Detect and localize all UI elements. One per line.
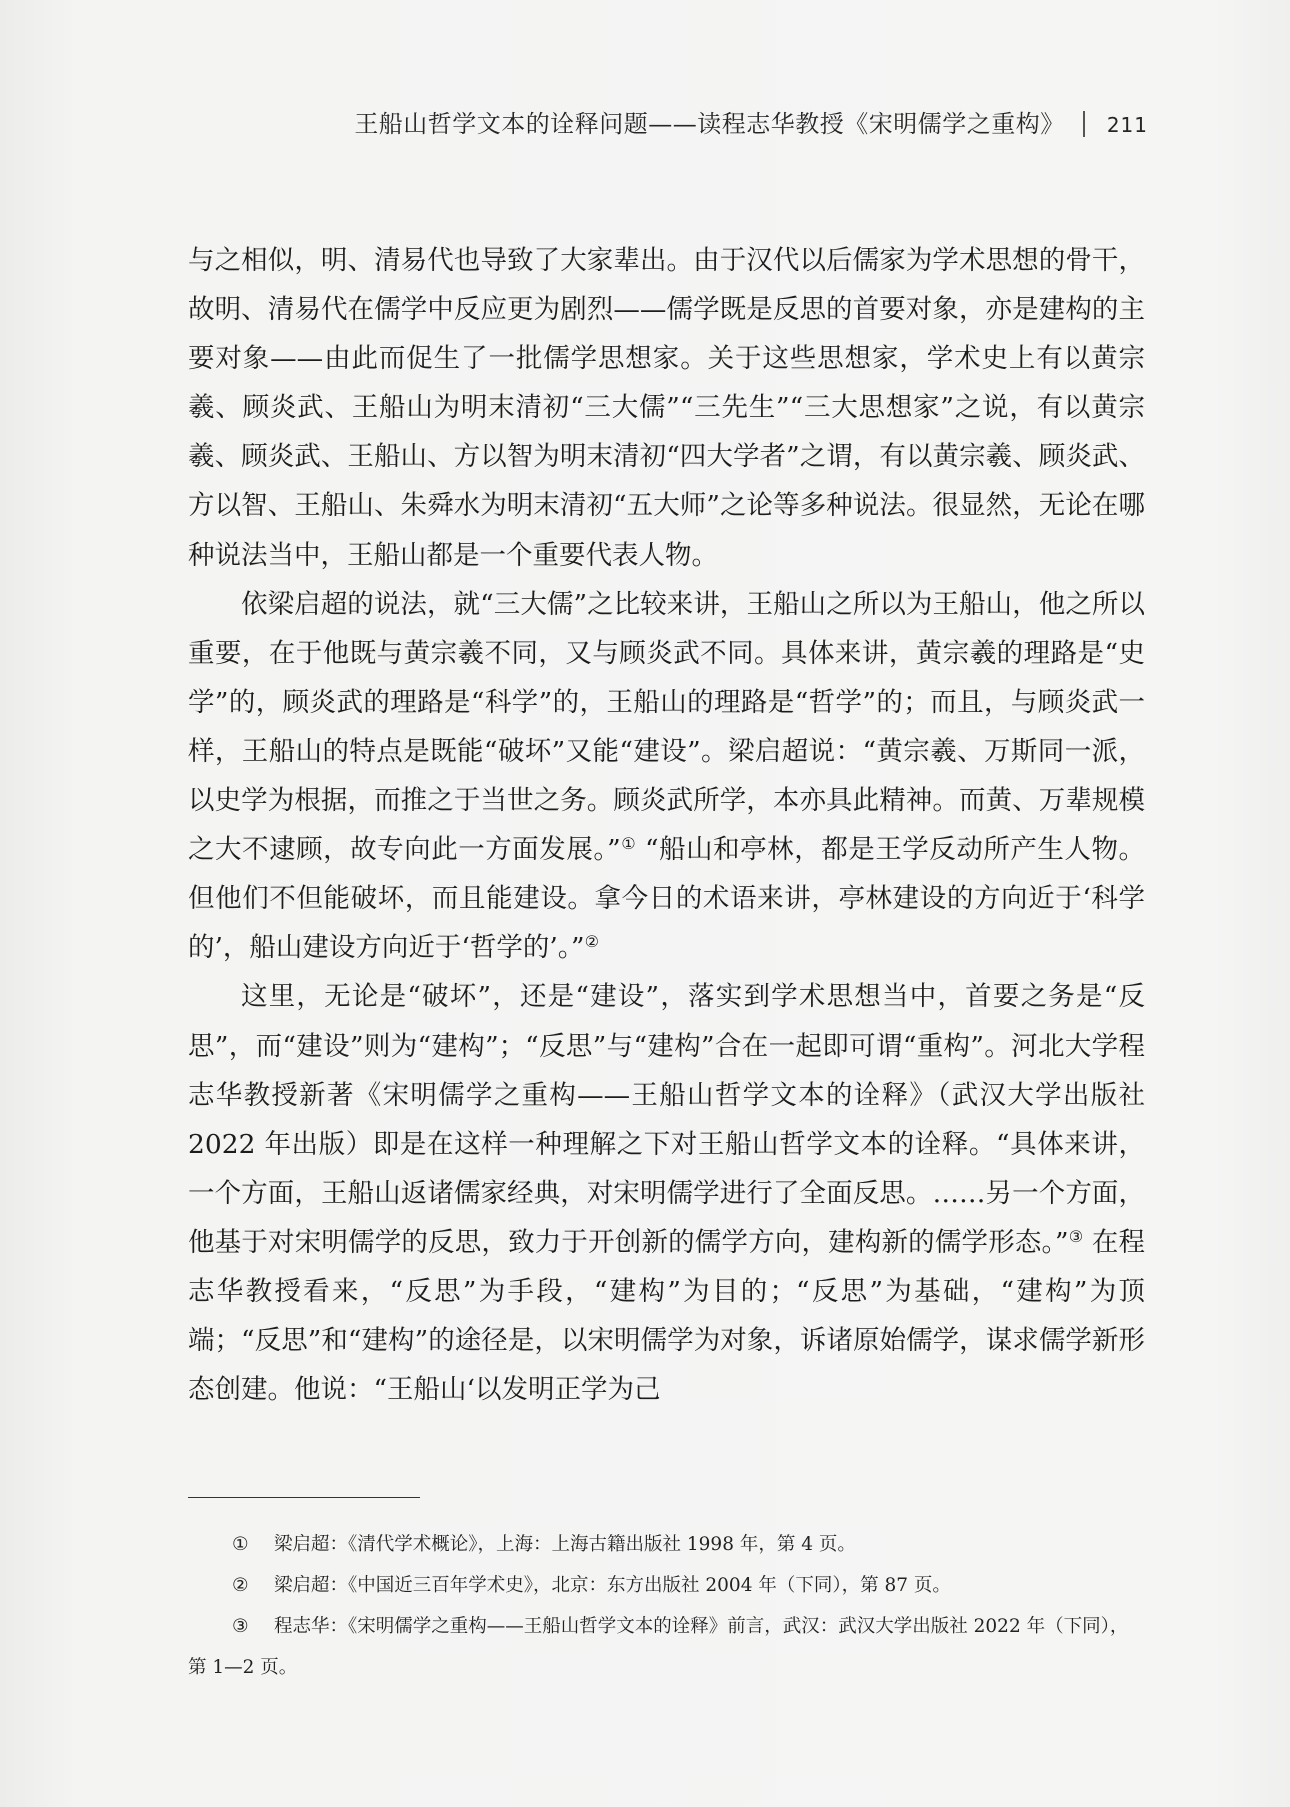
footnote-text-2: 梁启超：《中国近三百年学术史》，北京：东方出版社 2004 年（下同），第 87 页。 xyxy=(274,1575,951,1596)
footnote-1 xyxy=(188,1524,1145,1565)
footnote-text-3: 程志华：《宋明儒学之重构——王船山哲学文本的诠释》前言，武汉：武汉大学出版社 2022 年（下同），第 1—2 页。 xyxy=(188,1616,1129,1678)
footnote-2 xyxy=(188,1565,1145,1606)
paragraph-3 xyxy=(188,972,1145,1414)
paragraph-1: 与之相似，明、清易代也导致了大家辈出。由于汉代以后儒家为学术思想的骨干，故明、清易代在儒学中反应更为剧烈——儒学既是反思的首要对象，亦是建构的主要对象——由此而促生了一批儒学思想家。关于这些思想家，学术史上有以黄宗羲、顾炎武、王船山为明末清初“三大儒”“三先生”“三大思想家”之说，有以黄宗羲、顾炎武、王船山、方以智为明末清初“四大学者”之谓，有以黄宗羲、顾炎武、方以智、王船山、朱舜水为明末清初“五大师”之论等多种说法。很显然，无论在哪种说法当中，王船山都是一个重要代表人物。 xyxy=(188,245,1145,571)
footnote-mark-3: ③ xyxy=(232,1616,249,1637)
page-number: 211 xyxy=(1106,113,1148,137)
footnote-mark-1: ① xyxy=(232,1534,249,1555)
paragraph-2-text-b: “船山和亭林，都是王学反动所产生人物。但他们不但能破坏，而且能建设。拿今日的术语来讲，亭林建设的方向近于‘科学的’，船山建设方向近于‘哲学的’。” xyxy=(188,834,1145,964)
footnote-divider xyxy=(188,1497,420,1498)
paragraph-3-text-b: 在程志华教授看来，“反思”为手段，“建构”为目的；“反思”为基础，“建构”为顶端；“反思”和“建构”的途径是，以宋明儒学为对象，诉诸原始儒学，谋求儒学新形态创建。他说：“王船山‘以发明正学为己 xyxy=(188,1226,1145,1406)
footnote-ref-2[interactable]: ② xyxy=(584,932,599,952)
running-header-title: 王船山哲学文本的诠释问题——读程志华教授《宋明儒学之重构》 xyxy=(354,110,1065,138)
footnote-mark-2: ② xyxy=(232,1575,249,1596)
body-text xyxy=(188,236,1145,1414)
footnotes xyxy=(188,1524,1145,1688)
paragraph-3-text-a: 这里，无论是“破坏”，还是“建设”，落实到学术思想当中，首要之务是“反思”，而“建设”则为“建构”；“反思”与“建构”合在一起即可谓“重构”。河北大学程志华教授新著《宋明儒学之重构——王船山哲学文本的诠释》（武汉大学出版社 2022 年出版）即是在这样一种理解之下对王船山哲学文本的诠释。“具体来讲，一个方面，王船山返诸儒家经典，对宋明儒学进行了全面反思。……另一个方面，他基于对宋明儒学的反思，致力于开创新的儒学方向，建构新的儒学形态。” xyxy=(188,981,1145,1258)
footnote-ref-3[interactable]: ③ xyxy=(1068,1226,1084,1246)
running-header xyxy=(0,104,1148,139)
footnote-ref-1[interactable]: ① xyxy=(620,834,637,854)
paragraph-2 xyxy=(188,580,1145,973)
footnote-3 xyxy=(188,1606,1145,1688)
footnote-text-1: 梁启超：《清代学术概论》，上海：上海古籍出版社 1998 年，第 4 页。 xyxy=(274,1534,856,1555)
header-separator xyxy=(1083,111,1085,137)
paragraph-2-text-a: 依梁启超的说法，就“三大儒”之比较来讲，王船山之所以为王船山，他之所以重要，在于他既与黄宗羲不同，又与顾炎武不同。具体来讲，黄宗羲的理路是“史学”的，顾炎武的理路是“科学”的，王船山的理路是“哲学”的；而且，与顾炎武一样，王船山的特点是既能“破坏”又能“建设”。梁启超说：“黄宗羲、万斯同一派，以史学为根据，而推之于当世之务。顾炎武所学，本亦具此精神。而黄、万辈规模之大不逮顾，故专向此一方面发展。” xyxy=(188,588,1145,866)
